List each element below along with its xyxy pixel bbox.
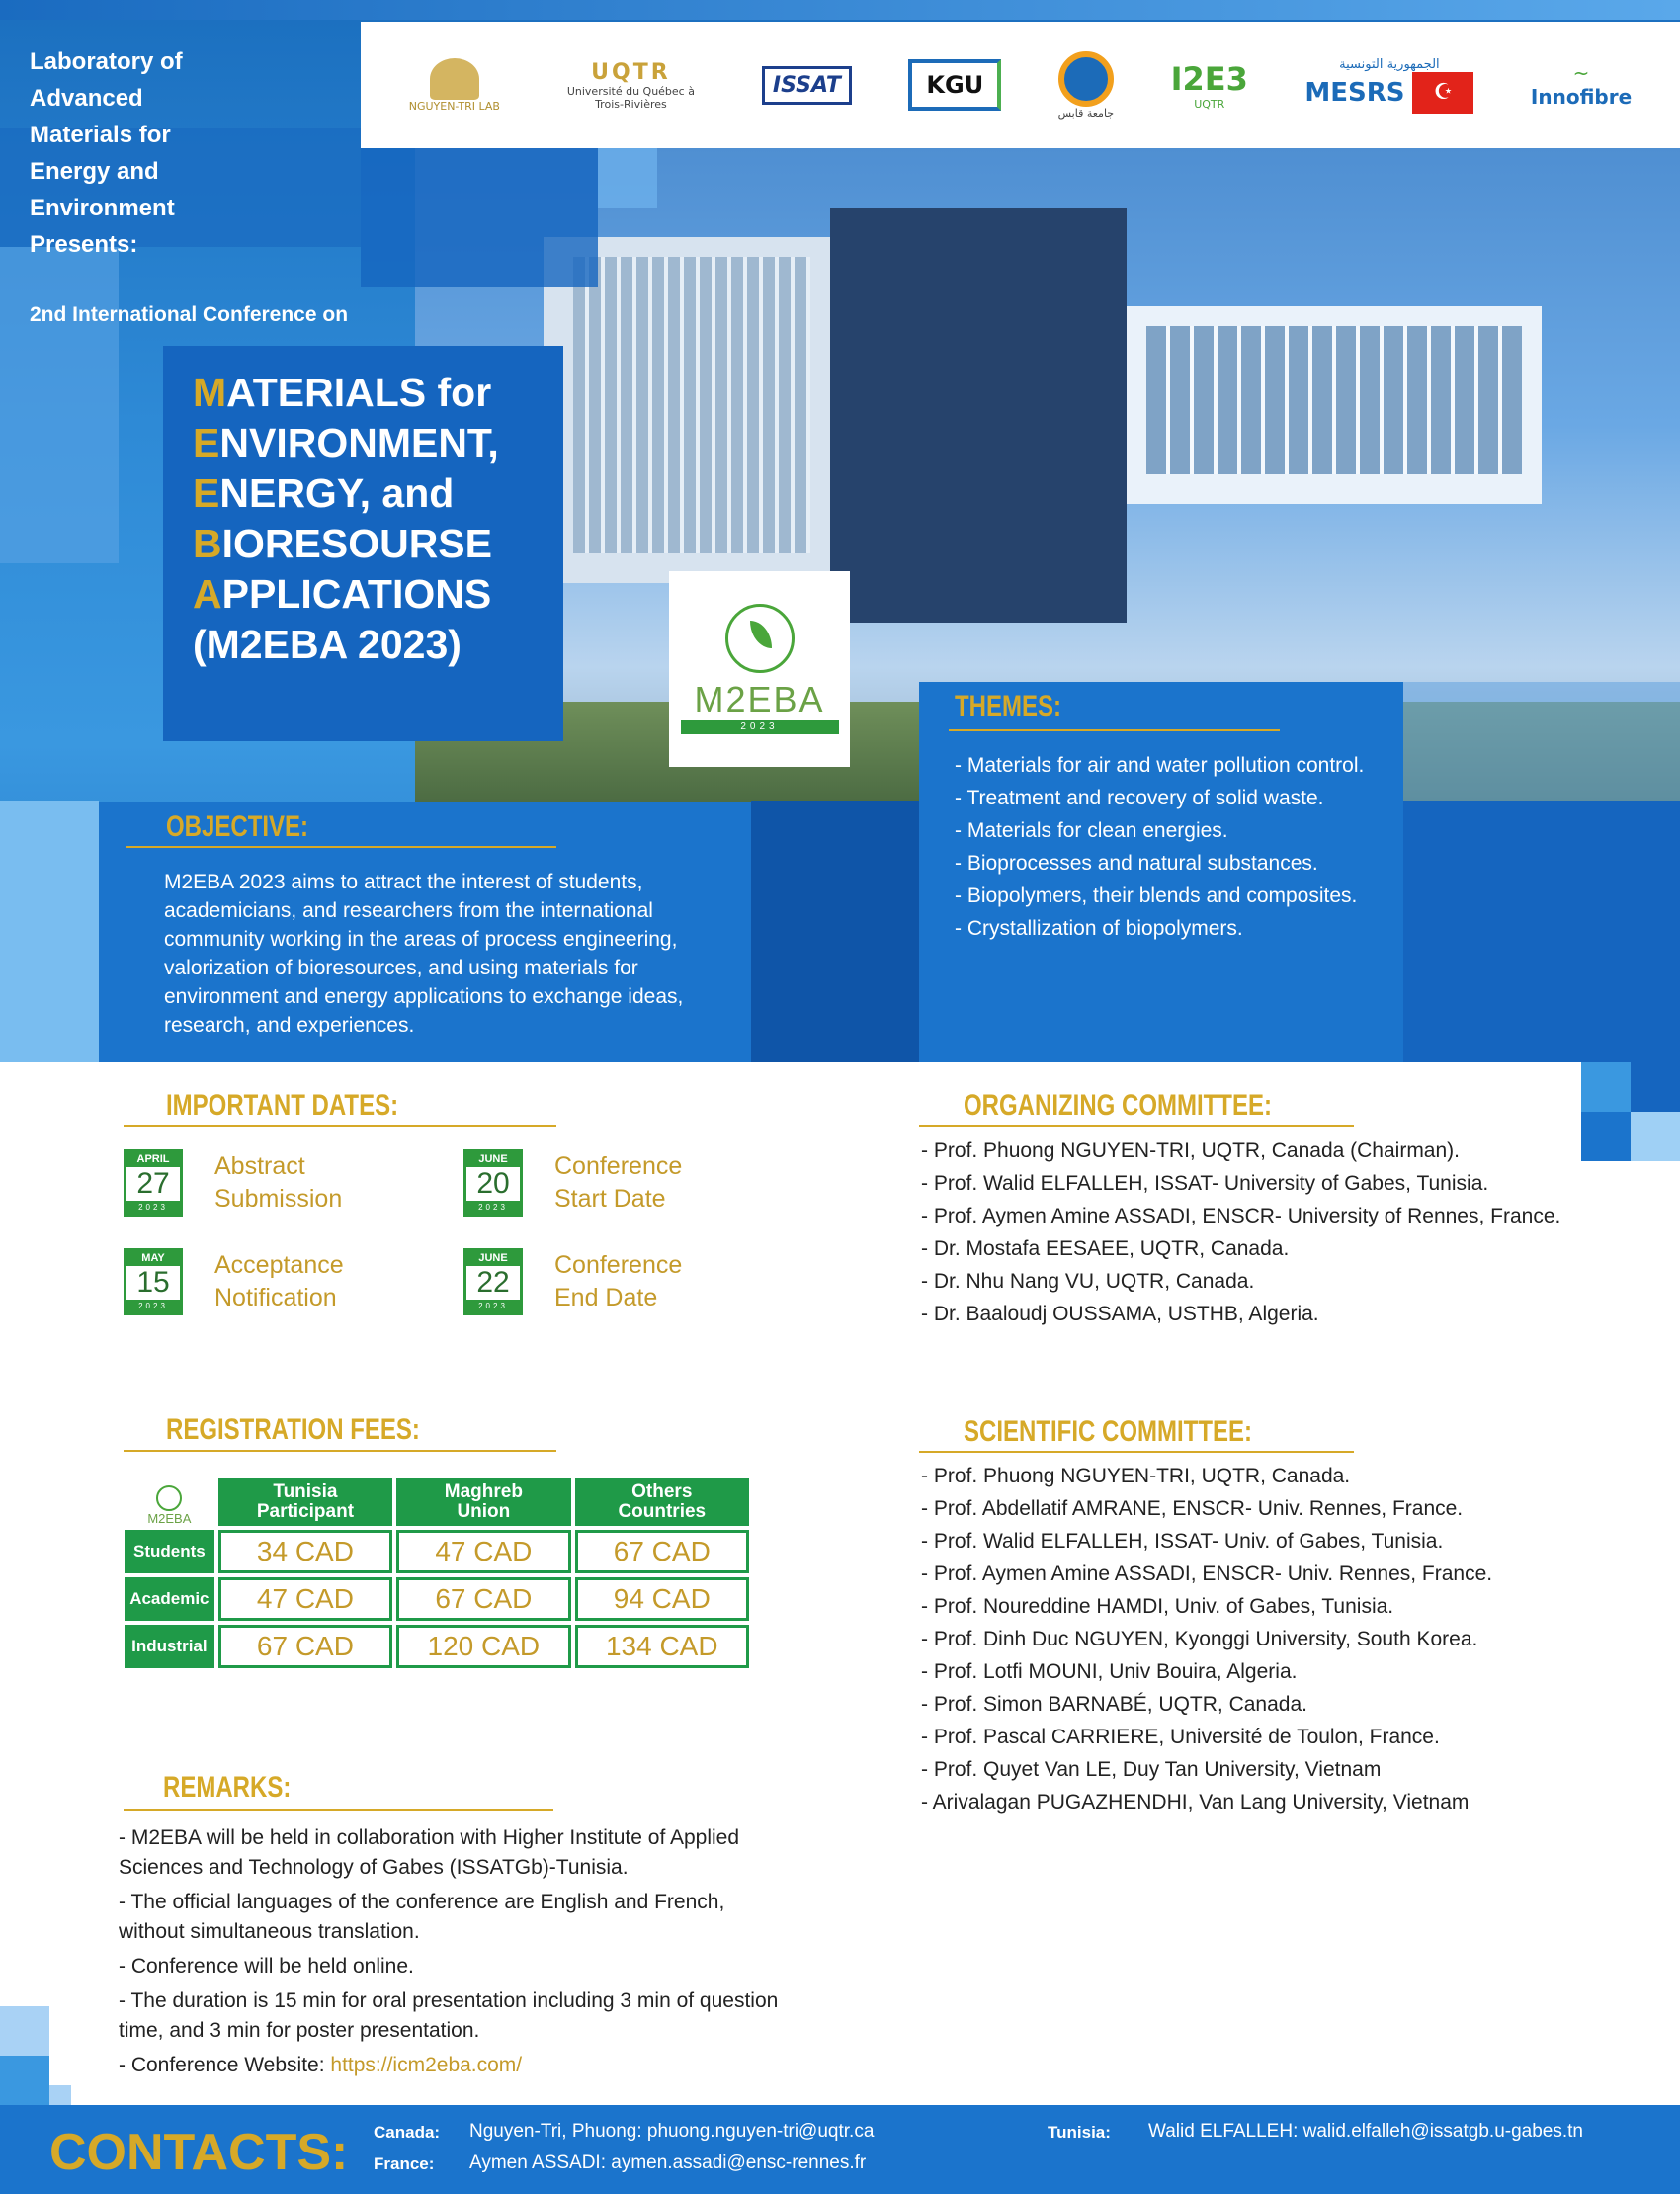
logo-nguyen-tri-lab (409, 58, 500, 113)
contacts-bar (0, 2105, 1680, 2194)
committee-member: - Prof. Aymen Amine ASSADI, ENSCR- University of Rennes, France. (921, 1205, 1561, 1227)
theme-item: - Biopolymers, their blends and composites. (955, 885, 1358, 907)
cal-year: 2023 (466, 1201, 520, 1214)
fees-row-label: Academic (125, 1577, 214, 1621)
fees-table (121, 1475, 753, 1672)
committee-member: - Prof. Walid ELFALLEH, ISSAT- University of Gabes, Tunisia. (921, 1172, 1489, 1195)
title-line (193, 569, 563, 620)
dates-heading: IMPORTANT DATES: (166, 1089, 399, 1122)
objective-panel (99, 802, 751, 1062)
heading-underline (126, 846, 556, 848)
date-label (214, 1249, 344, 1314)
heading-underline (124, 1450, 556, 1452)
contact-country: Tunisia: (1048, 2123, 1111, 2142)
committee-member: - Prof. Dinh Duc NGUYEN, Kyonggi University, South Korea. (921, 1628, 1478, 1650)
title-initial: M (193, 370, 227, 415)
cal-day: 27 (136, 1167, 170, 1200)
title-line (193, 418, 563, 468)
cal-month: APRIL (126, 1152, 180, 1167)
col-label: Others (631, 1481, 693, 1502)
date-label (554, 1150, 682, 1216)
title-rest: NERGY, and (219, 470, 455, 516)
tunisia-flag-icon: ☪ (1412, 72, 1473, 114)
contact-france: Aymen ASSADI: aymen.assadi@ensc-rennes.fr (469, 2152, 867, 2173)
col-label: Union (457, 1501, 511, 1522)
website-link[interactable]: https://icm2eba.com/ (330, 2054, 523, 2076)
leaf-icon: ~ (1572, 61, 1590, 85)
heading-underline (949, 729, 1280, 731)
committee-member: - Prof. Walid ELFALLEH, ISSAT- Univ. of Gabes, Tunisia. (921, 1530, 1444, 1553)
deco-square (49, 2085, 71, 2105)
fees-heading: REGISTRATION FEES: (166, 1413, 420, 1446)
deco-square (0, 2056, 49, 2105)
date-label-line: Acceptance (214, 1251, 344, 1279)
logo-label: جامعة قابس (1057, 106, 1115, 120)
fees-cell: 47 CAD (396, 1530, 570, 1573)
remark-website (119, 2051, 781, 2080)
committee-member: - Prof. Lotfi MOUNI, Univ Bouira, Algeria. (921, 1660, 1298, 1683)
logo-label: KGU (908, 59, 1001, 111)
logo-kgu (908, 59, 1001, 111)
sprout-icon (156, 1485, 182, 1511)
m2eba-logo (669, 571, 850, 767)
deco-square (1581, 1062, 1631, 1112)
scientific-list (921, 1460, 1642, 1818)
committee-member: - Dr. Nhu Nang VU, UQTR, Canada. (921, 1270, 1255, 1293)
building-windows (573, 257, 810, 553)
fees-col-header (218, 1478, 392, 1526)
cal-month: JUNE (466, 1152, 520, 1167)
contact-country: France: (374, 2154, 435, 2173)
date-label-line: Start Date (554, 1185, 666, 1213)
remarks-heading: REMARKS: (163, 1771, 292, 1804)
calendar-icon (124, 1149, 183, 1217)
date-label-line: Abstract (214, 1152, 305, 1180)
conference-edition: 2nd International Conference on (30, 303, 349, 326)
deco-square (1631, 1112, 1680, 1161)
building-tower (830, 208, 1127, 623)
title-line (193, 368, 563, 418)
cal-year: 2023 (126, 1201, 180, 1214)
sprout-icon (725, 604, 795, 673)
committee-member: - Prof. Quyet Van LE, Duy Tan University, Vietnam (921, 1758, 1382, 1781)
remark-item: - The duration is 15 min for oral presentation including 3 min of question time, and 3 min for poster presentation. (119, 1989, 779, 2042)
committee-member: - Prof. Phuong NGUYEN-TRI, UQTR, Canada (Chairman). (921, 1139, 1460, 1162)
theme-item: - Materials for clean energies. (955, 819, 1228, 842)
col-label: Maghreb (444, 1481, 523, 1502)
logo-year: 2023 (681, 720, 839, 734)
fees-cell: 120 CAD (396, 1625, 570, 1668)
remarks-list (119, 1823, 781, 2080)
col-label: Countries (618, 1501, 707, 1522)
remark-item: - Conference will be held online. (119, 1955, 414, 1978)
building-glass-panes (1146, 326, 1522, 474)
date-label (214, 1150, 342, 1216)
title-rest: NVIRONMENT, (219, 420, 499, 465)
objective-text: M2EBA 2023 aims to attract the interest of students, academicians, and researchers from the international community working in the areas of process engineering, valorization of bioresources, and using materials for environment and energy applications to exchange ideas, research, and experiences. (164, 871, 684, 1037)
website-label: - Conference Website: (119, 2054, 331, 2076)
title-rest: IORESOURSE (221, 521, 492, 566)
calendar-icon (463, 1149, 523, 1217)
title-acronym: (M2EBA 2023) (193, 622, 462, 667)
col-label: Tunisia (273, 1481, 338, 1502)
logo-label: MESRS (1304, 77, 1405, 108)
title-line (193, 468, 563, 519)
cal-day: 22 (476, 1266, 510, 1299)
objective-heading: OBJECTIVE: (166, 810, 309, 843)
calendar-icon (463, 1248, 523, 1315)
logo-label: I2E3 (1170, 59, 1248, 98)
logo-gabes (1058, 51, 1114, 120)
lab-line: Presents: (30, 231, 138, 258)
remark-item: - The official languages of the conference are English and French, without simultaneous translation. (119, 1891, 725, 1943)
fees-row (125, 1577, 749, 1621)
themes-heading: THEMES: (955, 690, 1061, 722)
organizing-heading: ORGANIZING COMMITTEE: (964, 1089, 1272, 1122)
fees-cell: 67 CAD (396, 1577, 570, 1621)
heading-underline (124, 1125, 556, 1127)
cal-day: 15 (136, 1266, 170, 1299)
contact-canada: Nguyen-Tri, Phuong: phuong.nguyen-tri@uqtr.ca (469, 2121, 875, 2142)
title-initial: B (193, 521, 222, 566)
date-label-line: End Date (554, 1284, 658, 1311)
fees-cell: 67 CAD (218, 1625, 392, 1668)
committee-member: - Dr. Mostafa EESAEE, UQTR, Canada. (921, 1237, 1290, 1260)
committee-member: - Prof. Abdellatif AMRANE, ENSCR- Univ. Rennes, France. (921, 1497, 1464, 1520)
deco-square (0, 2006, 49, 2056)
title-initial: E (193, 470, 220, 516)
cal-month: JUNE (466, 1251, 520, 1266)
fees-header-row (125, 1478, 749, 1526)
fees-col-header (396, 1478, 570, 1526)
organizing-list (921, 1135, 1613, 1330)
university-emblem-icon (1058, 51, 1114, 107)
logo-sublabel: Université du Québec à Trois-Rivières (566, 84, 695, 111)
deco-square (1403, 682, 1680, 801)
deco-square (1403, 801, 1680, 1062)
heading-underline (919, 1125, 1354, 1127)
fees-cell: 34 CAD (218, 1530, 392, 1573)
scientific-heading: SCIENTIFIC COMMITTEE: (964, 1415, 1252, 1448)
fees-cell: 67 CAD (575, 1530, 749, 1573)
committee-member: - Dr. Baaloudj OUSSAMA, USTHB, Algeria. (921, 1303, 1319, 1325)
logo-label: ISSAT (762, 66, 852, 105)
theme-item: - Materials for air and water pollution control. (955, 754, 1365, 777)
theme-item: - Crystallization of biopolymers. (955, 917, 1243, 940)
lab-line: Materials for (30, 122, 171, 148)
date-label-line: Notification (214, 1284, 337, 1311)
contact-tunisia: Walid ELFALLEH: walid.elfalleh@issatgb.u-gabes.tn (1148, 2121, 1583, 2142)
deco-square (361, 148, 598, 287)
cal-day: 20 (476, 1167, 510, 1200)
title-rest: PPLICATIONS (221, 571, 492, 617)
remark-item: - M2EBA will be held in collaboration with Higher Institute of Applied Sciences and Technology of Gabes (ISSATGb)-Tunisia. (119, 1826, 740, 1879)
title-rest: ATERIALS for (226, 370, 492, 415)
logo-issat (762, 66, 852, 105)
deco-square (0, 247, 119, 563)
date-label (554, 1249, 682, 1314)
theme-item: - Treatment and recovery of solid waste. (955, 787, 1324, 809)
calendar-icon (124, 1248, 183, 1315)
fees-row (125, 1625, 749, 1668)
date-label-line: Submission (214, 1185, 343, 1213)
fees-row-label: Students (125, 1530, 214, 1573)
cal-year: 2023 (126, 1300, 180, 1312)
title-initial: E (193, 420, 220, 465)
heading-underline (919, 1451, 1354, 1453)
logo-label: NGUYEN-TRI LAB (408, 99, 500, 113)
fees-logo-name: M2EBA (147, 1511, 192, 1526)
committee-member: - Prof. Aymen Amine ASSADI, ENSCR- Univ. Rennes, France. (921, 1562, 1493, 1585)
committee-member: - Prof. Simon BARNABÉ, UQTR, Canada. (921, 1693, 1307, 1716)
deco-square (598, 148, 657, 208)
committee-member: - Arivalagan PUGAZHENDHI, Van Lang University, Vietnam (921, 1791, 1470, 1814)
deco-square (751, 801, 919, 1062)
title-initial: A (193, 571, 222, 617)
contacts-heading: CONTACTS: (49, 2124, 349, 2181)
partner-logos (361, 22, 1680, 148)
top-bar (0, 0, 1680, 20)
fees-row-label: Industrial (125, 1625, 214, 1668)
committee-member: - Prof. Phuong NGUYEN-TRI, UQTR, Canada. (921, 1465, 1351, 1487)
lab-line: Laboratory of (30, 48, 183, 75)
logo-sublabel: UQTR (1194, 97, 1225, 111)
logo-mesrs (1304, 57, 1473, 114)
logo-i2e3 (1171, 60, 1248, 111)
lab-line: Advanced (30, 85, 143, 112)
lab-line: Energy and (30, 158, 159, 185)
heading-underline (124, 1809, 553, 1811)
logo-innofibre (1531, 61, 1632, 109)
fees-cell: 47 CAD (218, 1577, 392, 1621)
logo-name: M2EBA (694, 679, 825, 719)
themes-list (955, 751, 1380, 947)
col-label: Participant (256, 1501, 355, 1522)
theme-item: - Bioprocesses and natural substances. (955, 852, 1318, 875)
logo-label: Innofibre (1530, 85, 1633, 109)
lab-line: Environment (30, 195, 175, 221)
fees-row (125, 1530, 749, 1573)
cal-year: 2023 (466, 1300, 520, 1312)
committee-member: - Prof. Noureddine HAMDI, Univ. of Gabes, Tunisia. (921, 1595, 1394, 1618)
cal-month: MAY (126, 1251, 180, 1266)
fees-col-header (575, 1478, 749, 1526)
title-line (193, 519, 563, 569)
logo-uqtr (556, 60, 705, 111)
lotus-icon (430, 58, 479, 100)
logo-sublabel: الجمهورية التونسية (1339, 56, 1440, 72)
date-label-line: Conference (554, 1251, 683, 1279)
themes-panel (919, 682, 1403, 1062)
fees-cell: 134 CAD (575, 1625, 749, 1668)
committee-member: - Prof. Pascal CARRIERE, Université de Toulon, France. (921, 1726, 1440, 1748)
fees-cell: 94 CAD (575, 1577, 749, 1621)
fees-logo (125, 1478, 214, 1526)
lab-presents (30, 43, 198, 263)
logo-label: UQTR (591, 59, 671, 85)
contact-country: Canada: (374, 2123, 441, 2142)
date-label-line: Conference (554, 1152, 683, 1180)
deco-square (0, 801, 99, 1062)
conference-title (163, 346, 563, 741)
